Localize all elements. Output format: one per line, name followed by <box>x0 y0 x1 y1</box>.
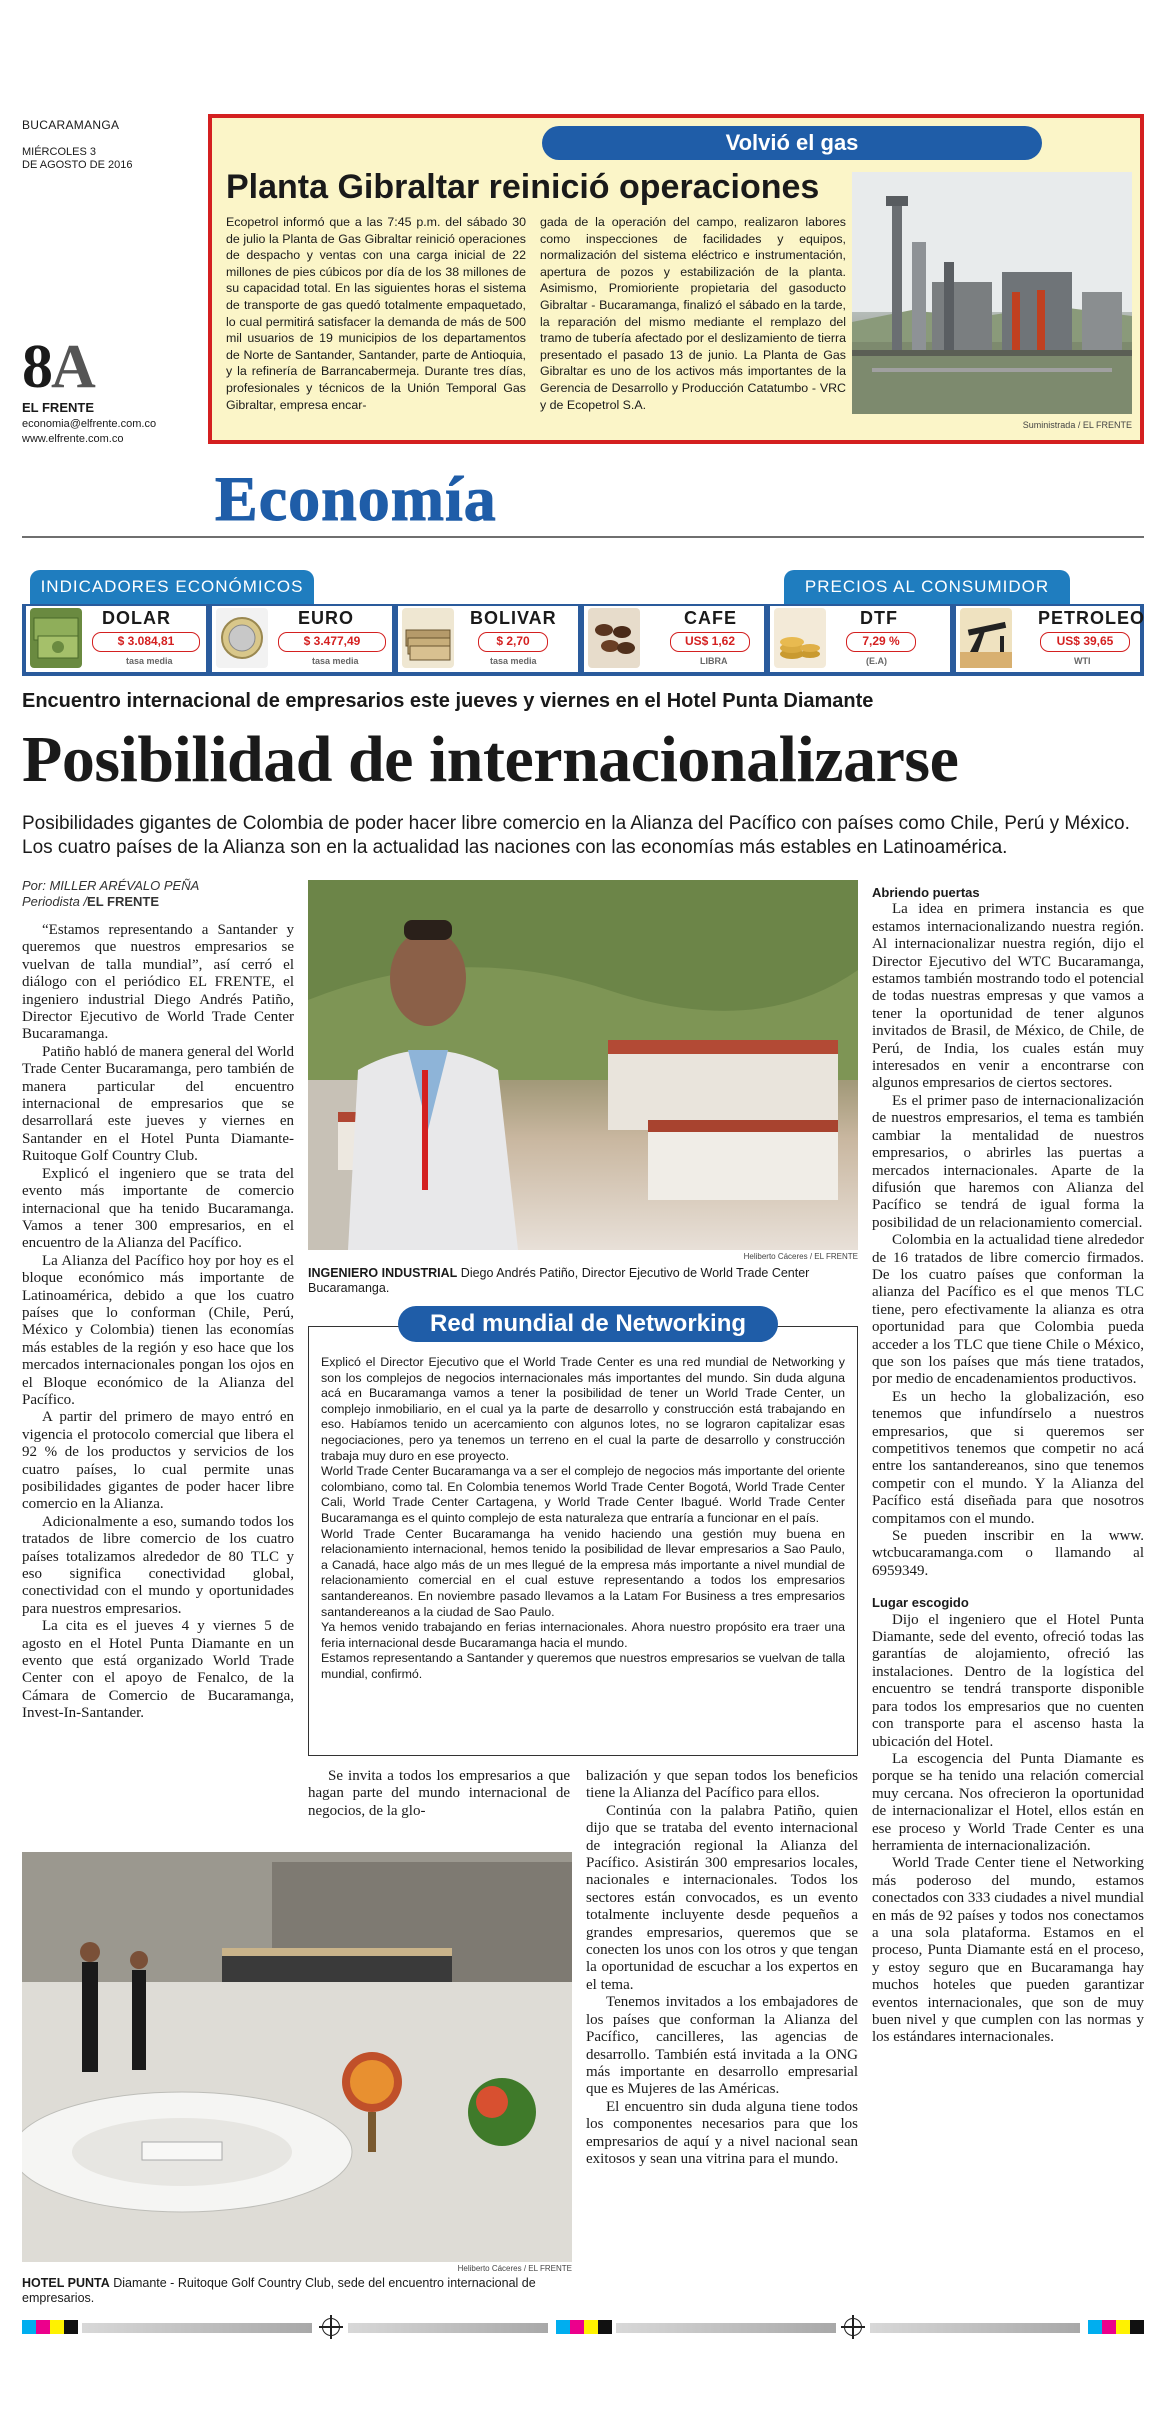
black-swatch <box>598 2320 612 2334</box>
article-deck: Posibilidades gigantes de Colombia de poder hacer libre comercio en la Alianza del Pacífico con países como Chile, Perú y México. Los cuatro países de la Alianza son en la actualidad las naciones con las economías más estables en Latinoamérica. <box>22 813 1130 858</box>
edition-city: BUCARAMANGA <box>22 118 120 132</box>
byline: Por: MILLER ARÉVALO PEÑA <box>22 878 200 893</box>
yellow-swatch <box>584 2320 598 2334</box>
registration-mark-icon <box>322 2318 340 2336</box>
paragraph: La cita es el jueves 4 y viernes 5 de agosto en el Hotel Punta Diamante en un evento que está organizado World Trade Center con el apoyo de Fenalco, de la Cámara de Comercio de Bucaramanga, Invest-In-Santander. <box>22 1618 294 1722</box>
indicator-name: PETROLEO <box>1038 608 1146 628</box>
byline-role-text: Periodista / <box>22 894 88 909</box>
gas-text-column-2: gada de la operación del campo, realizaron labores como inspecciones de facilidades y equipos, normalización del sistema eléctrico e instrumentación, apertura de pozos y estabilización de la planta. Asimismo, Promioriente propietaria del gasoducto Gibraltar - Bucaramanga, finalizó el sábado en la tarde, la reparación del mismo mediante el remplazo del tramo de tubería afectado por el deslizamiento de tierra presentado el pasado 13 de junio. La Planta de Gas Gibraltar es uno de los activos más importantes de la Gerencia de Desarrollo y Producción Catatumbo - VRC y de Ecopetrol S.A. <box>540 215 846 412</box>
indicator-name: DTF <box>860 608 898 628</box>
article-column-left <box>22 922 294 1723</box>
bolivar-bills-icon <box>402 608 454 668</box>
paragraph: World Trade Center tiene el Networking más poderoso del mundo, estamos conectados con 333 ciudades a nivel mundial en más de 92 países y todos nos conectamos a una sola plataforma. Estamos en el proceso, Punta Diamante está en el proceso, y estoy seguro que en Bucaramanga hay muchos hoteles que pueden garantizar eventos internacionales, que son de muy buen nivel y que cumplen con las normas y los estándares internacionales. <box>872 1855 1144 2046</box>
print-registration-bar <box>22 2320 1144 2334</box>
hotel-lobby-illustration <box>22 1852 572 2262</box>
indicator-value: $ 3.477,49 <box>278 632 386 652</box>
paragraph: Explicó el Director Ejecutivo que el World Trade Center es una red mundial de Networking y son los complejos de negocios internacionales más importantes del mundo. Sin duda alguna acá en Bucaramanga vamos a tener la posibilidad de tener un World Trade Center, un complejo inmobiliario, en el cual ya la parte de desarrollo y construcción está trabajando en eso. Habíamos tenido un acercamiento con algunos lotes, no se lograron capitalizar esas negociaciones, pero ya tenemos un terreno en el cual la parte de desarrollo y construcción trabaja muy duro en ese proyecto. <box>321 1355 845 1463</box>
paragraph: Patiño habló de manera general del World Trade Center Bucaramanga, pero también de manera particular del encuentro internacional de empresarios que se desarrollará este jueves y viernes en Santander en el Hotel Punta Diamante- Ruitoque Golf Country Club. <box>22 1043 294 1165</box>
paragraph: World Trade Center Bucaramanga va a ser el complejo de negocios más importante del oriente colombiano, como tal. En Colombia tenemos World Trade Center Bogotá, World Trade Center Cali, World Trade Center Cartagena, y World Trade Center Ibagué. World Trade Center Bucaramanga es el quinto complejo de esta naturaleza que entraría a funcionar en el país. <box>321 1464 845 1525</box>
hotel-photo-credit: Heliberto Cáceres / EL FRENTE <box>457 2264 572 2273</box>
article-column-mid-1 <box>308 1768 570 1820</box>
date-line-2: DE AGOSTO DE 2016 <box>22 159 133 171</box>
indicator-name: DOLAR <box>102 608 171 628</box>
caption-text: Diamante - Ruitoque Golf Country Club, sede del encuentro internacional de empresarios. <box>22 2276 536 2305</box>
paragraph: Ya hemos venido trabajando en ferias internacionales. Ahora nuestro propósito era traer una feria internacional desde Bucaramanga hacia el mundo. <box>321 1620 845 1650</box>
black-swatch <box>1130 2320 1144 2334</box>
indicator-dtf <box>770 606 950 672</box>
gray-ramp <box>82 2323 312 2333</box>
indicator-bolivar <box>398 606 578 672</box>
paragraph: El encuentro sin duda alguna tiene todos los componentes necesarios para que los empresarios de aquí y a nivel nacional sean exitosos y sean una vitrina para el mundo. <box>586 2098 858 2167</box>
indicators-tab-economic: INDICADORES ECONÓMICOS <box>30 570 314 604</box>
networking-text <box>321 1355 845 1682</box>
gas-kicker-pill: Volvió el gas <box>542 126 1042 160</box>
indicator-sub: LIBRA <box>700 656 728 666</box>
main-photo-engineer <box>308 880 858 1250</box>
paragraph: World Trade Center Bucaramanga ha venido haciendo una gestión muy buena en relacionamiento internacional, hemos tenido la posibilidad de llevar empresarios a Sao Paulo, a Canadá, hace algo más de un mes llegué de la empresa más importante a nivel mundial de relacionamiento comercial en el cual estuve representando a todos los empresarios santandereanos. En noviembre pasado llevamos a la Latam For Business a tres empresarios santandereanos a la ciudad de Sao Paulo. <box>321 1526 845 1619</box>
main-photo-credit: Heliberto Cáceres / EL FRENTE <box>743 1252 858 1261</box>
indicator-value: $ 3.084,81 <box>92 632 200 652</box>
magenta-swatch <box>36 2320 50 2334</box>
paragraph: Adicionalmente a eso, sumando todos los tratados de libre comercio de los cuatro países totalizamos alrededor de 80 TLC y eso significa conectividad global, conectividad con el mundo y oportunidades para nuestros empresarios. <box>22 1513 294 1617</box>
date-line-1: MIÉRCOLES 3 <box>22 146 96 158</box>
cyan-swatch <box>22 2320 36 2334</box>
indicator-sub: tasa media <box>312 656 359 666</box>
article-kicker: Encuentro internacional de empresarios este jueves y viernes en el Hotel Punta Diamante <box>22 690 874 712</box>
byline-paper: EL FRENTE <box>87 894 160 909</box>
engineer-portrait-illustration <box>308 880 858 1250</box>
subheading: Lugar escogido <box>872 1595 969 1611</box>
page-number <box>22 332 94 403</box>
networking-title: Red mundial de Networking <box>398 1306 778 1342</box>
paragraph: balización y que sepan todos los beneficios tiene la Alianza del Pacífico para ellos. <box>586 1768 858 1802</box>
section-email[interactable]: economia@elfrente.com.co <box>22 418 157 430</box>
gas-plant-illustration <box>852 172 1132 414</box>
indicator-value: US$ 1,62 <box>670 632 750 652</box>
indicator-petroleo <box>956 606 1146 672</box>
indicator-sub: WTI <box>1074 656 1091 666</box>
indicator-name: EURO <box>298 608 355 628</box>
indicator-name: BOLIVAR <box>470 608 557 628</box>
networking-box <box>308 1326 858 1756</box>
subheading: Abriendo puertas <box>872 885 980 900</box>
paper-name: EL FRENTE <box>22 400 94 415</box>
page-number-digit: 8 <box>22 333 51 401</box>
coins-stack-icon <box>774 608 826 668</box>
euro-coin-icon <box>216 608 268 668</box>
paragraph: Tenemos invitados a los embajadores de los países que conforman la Alianza del Pacífico, cancilleres, las agencias de desarrollo. También está invitada a la ONG más importante en desarrollo empresarial que es Mujeres de las Américas. <box>586 1994 858 2098</box>
cyan-swatch <box>1088 2320 1102 2334</box>
gas-headline: Planta Gibraltar reinició operaciones <box>226 168 820 206</box>
article-column-right <box>872 880 1144 2047</box>
indicator-dolar <box>26 606 206 672</box>
caption-lead: INGENIERO INDUSTRIAL <box>308 1266 458 1280</box>
yellow-swatch <box>1116 2320 1130 2334</box>
black-swatch <box>64 2320 78 2334</box>
paragraph: Dijo el ingeniero que el Hotel Punta Diamante, sede del evento, ofreció todas las garantías de alojamiento, ofreció las instalaciones. Dentro de la logística del encuentro se tendrá transporte disponible para todos los empresarios que no cuenten con transporte para el ascenso hasta la ubicación del Hotel. <box>872 1611 1144 1750</box>
paragraph: La idea en primera instancia es que estamos internacionalizando nuestra región. Al internacionalizar nuestra región, dijo el Director Ejecutivo del WTC Bucaramanga, estamos también mostrando todo el potencial de todas nuestras empresas y que vamos a tener la oportunidad de tener algunos invitados de Brasil, de México, de Chile, de Perú, de India, los cuales están muy interesados en venir a encontrarse con algunos empresarios de ciertos sectores. <box>872 901 1144 1092</box>
indicator-sub: tasa media <box>126 656 173 666</box>
paragraph: Se pueden inscribir en la www. wtcbucaramanga.com o llamando al 6959349. <box>872 1528 1144 1579</box>
registration-mark-icon <box>844 2318 862 2336</box>
paragraph: Se invita a todos los empresarios a que hagan parte del mundo internacional de negocios, de la glo- <box>308 1768 570 1819</box>
indicator-value: US$ 39,65 <box>1040 632 1130 652</box>
indicator-name: CAFE <box>684 608 737 628</box>
oil-pump-icon <box>960 608 1012 668</box>
gas-news-box <box>208 114 1144 444</box>
main-photo-caption <box>308 1266 858 1296</box>
indicators-tab-consumer: PRECIOS AL CONSUMIDOR <box>784 570 1070 604</box>
section-title: Economía <box>215 463 497 534</box>
indicator-sub: (E.A) <box>866 656 887 666</box>
indicator-cafe <box>584 606 764 672</box>
paragraph: La Alianza del Pacífico hoy por hoy es el bloque económico más importante de Latinoamérica, debido a que los cuatro países que lo conforman (Chile, Perú, México y Colombia) tienen las economías más estables de la región y eso hace que los mercados internacionales pongan los ojos en el Bloque económico de la Alianza del Pacífico. <box>22 1252 294 1408</box>
magenta-swatch <box>1102 2320 1116 2334</box>
gray-ramp <box>348 2323 548 2333</box>
hotel-photo-caption <box>22 2276 572 2306</box>
dollar-bills-icon <box>30 608 82 668</box>
paragraph: La escogencia del Punta Diamante es porque se ha tenido una relación comercial muy cercana. Nos ofrecieron la oportunidad de internacionalizar el Hotel, ellos están en ese proceso y World Trade Center es una herramienta de internacionalización. <box>872 1750 1144 1854</box>
page-number-letter: A <box>51 333 94 401</box>
hotel-lobby-photo <box>22 1852 572 2262</box>
magenta-swatch <box>570 2320 584 2334</box>
cyan-swatch <box>556 2320 570 2334</box>
coffee-beans-icon <box>588 608 640 668</box>
section-rule <box>22 536 1144 538</box>
paragraph: Es el primer paso de internacionalización de nuestros empresarios, el tema es también cambiar la mentalidad de nuestros empresarios, o abrirles las puertas a mercados internacionales. Aparte de la difusión que haremos con Alianza del Pacífico se tendrá de igual forma la posibilidad de un relacionamiento comercial. <box>872 1092 1144 1231</box>
paragraph: A partir del primero de mayo entró en vigencia el protocolo comercial que libera el 92 % de los productos y servicios de los cuatro países, lo cual permite unas posibilidades gigantes de poder hacer libre comercio en la Alianza. <box>22 1409 294 1513</box>
caption-lead: HOTEL PUNTA <box>22 2276 110 2290</box>
edition-date <box>22 146 142 172</box>
gas-text-column-1: Ecopetrol informó que a las 7:45 p.m. del sábado 30 de julio la Planta de Gas Gibraltar reinició operaciones de despacho y ventas con una carga inicial de 22 millones de pies cúbicos por día de los 38 millones de su capacidad total. En las siguientes horas el sistema de transporte de gas quedó totalmente empaquetado, lo cual permitirá satisfacer la demanda de más de 500 mil usuarios de 19 municipios de los departamentos de Norte de Santander, Santander, parte de Antioquia, y la refinería de Barrancabermeja. Durante tres días, profesionales y técnicos de la Unión Temporal Gas Gibraltar, empresa encar- <box>226 215 526 412</box>
indicator-value: $ 2,70 <box>478 632 548 652</box>
indicator-sub: tasa media <box>490 656 537 666</box>
paragraph: Continúa con la palabra Patiño, quien dijo que se trataba del evento internacional de integración regional la Alianza del Pacífico. Asistirán 300 empresarios locales, nacionales e internacionales. Todos los sectores están convocados, es un evento totalmente incluyente desde pequeños a grandes empresarios, queremos que se conecten los unos con los otros y que tengan la oportunidad de escuchar a los expertos en el tema. <box>586 1802 858 1993</box>
indicator-euro <box>212 606 392 672</box>
article-column-mid-2 <box>586 1768 858 2168</box>
indicator-value: 7,29 % <box>846 632 916 652</box>
paragraph: Colombia en la actualidad tiene alrededor de 16 tratados de libre comercio firmados. De los cuatro países que conforman la alianza del Pacífico es el que menos TLC tiene, pero efectivamente la alianza es otra oportunidad para que Colombia pueda acceder a los TLC que tiene Chile o México, que son los países que más tiene tratados, por medio de encadenamientos productivos. <box>872 1232 1144 1388</box>
gas-photo-credit: Suministrada / EL FRENTE <box>1022 420 1132 430</box>
paragraph: Estamos representando a Santander y queremos que nuestros empresarios se vuelvan de talla mundial, confirmó. <box>321 1651 845 1681</box>
caption-text: Diego Andrés Patiño, Director Ejecutivo de World Trade Center Bucaramanga. <box>308 1266 810 1295</box>
byline-role <box>22 894 159 909</box>
indicators-band <box>22 570 1144 676</box>
paper-website[interactable]: www.elfrente.com.co <box>22 433 124 445</box>
article-headline: Posibilidad de internacionalizarse <box>22 723 959 796</box>
paragraph: “Estamos representando a Santander y queremos que nuestros empresarios se vuelvan de talla mundial”, así cerró el diálogo con el periódico EL FRENTE, el ingeniero industrial Diego Andrés Patiño, Director Ejecutivo de World Trade Center Bucaramanga. <box>22 922 294 1043</box>
gas-plant-photo <box>852 172 1132 414</box>
yellow-swatch <box>50 2320 64 2334</box>
paragraph: Es un hecho la globalización, eso tenemos que infundírselo a nuestros empresarios, que si queremos ser competitivos tenemos que competir no acá entre los santandereanos, sino que tenemos competir con el mundo. Y la Alianza del Pacífico está diseñada para que nosotros compitamos con el mundo. <box>872 1388 1144 1527</box>
gray-ramp <box>616 2323 836 2333</box>
gray-ramp <box>870 2323 1080 2333</box>
paragraph: Explicó el ingeniero que se trata del evento más importante de comercio internacional que ha tenido Bucaramanga. Vamos a tener 300 empresarios, en el encuentro de la Alianza del Pacífico. <box>22 1165 294 1252</box>
